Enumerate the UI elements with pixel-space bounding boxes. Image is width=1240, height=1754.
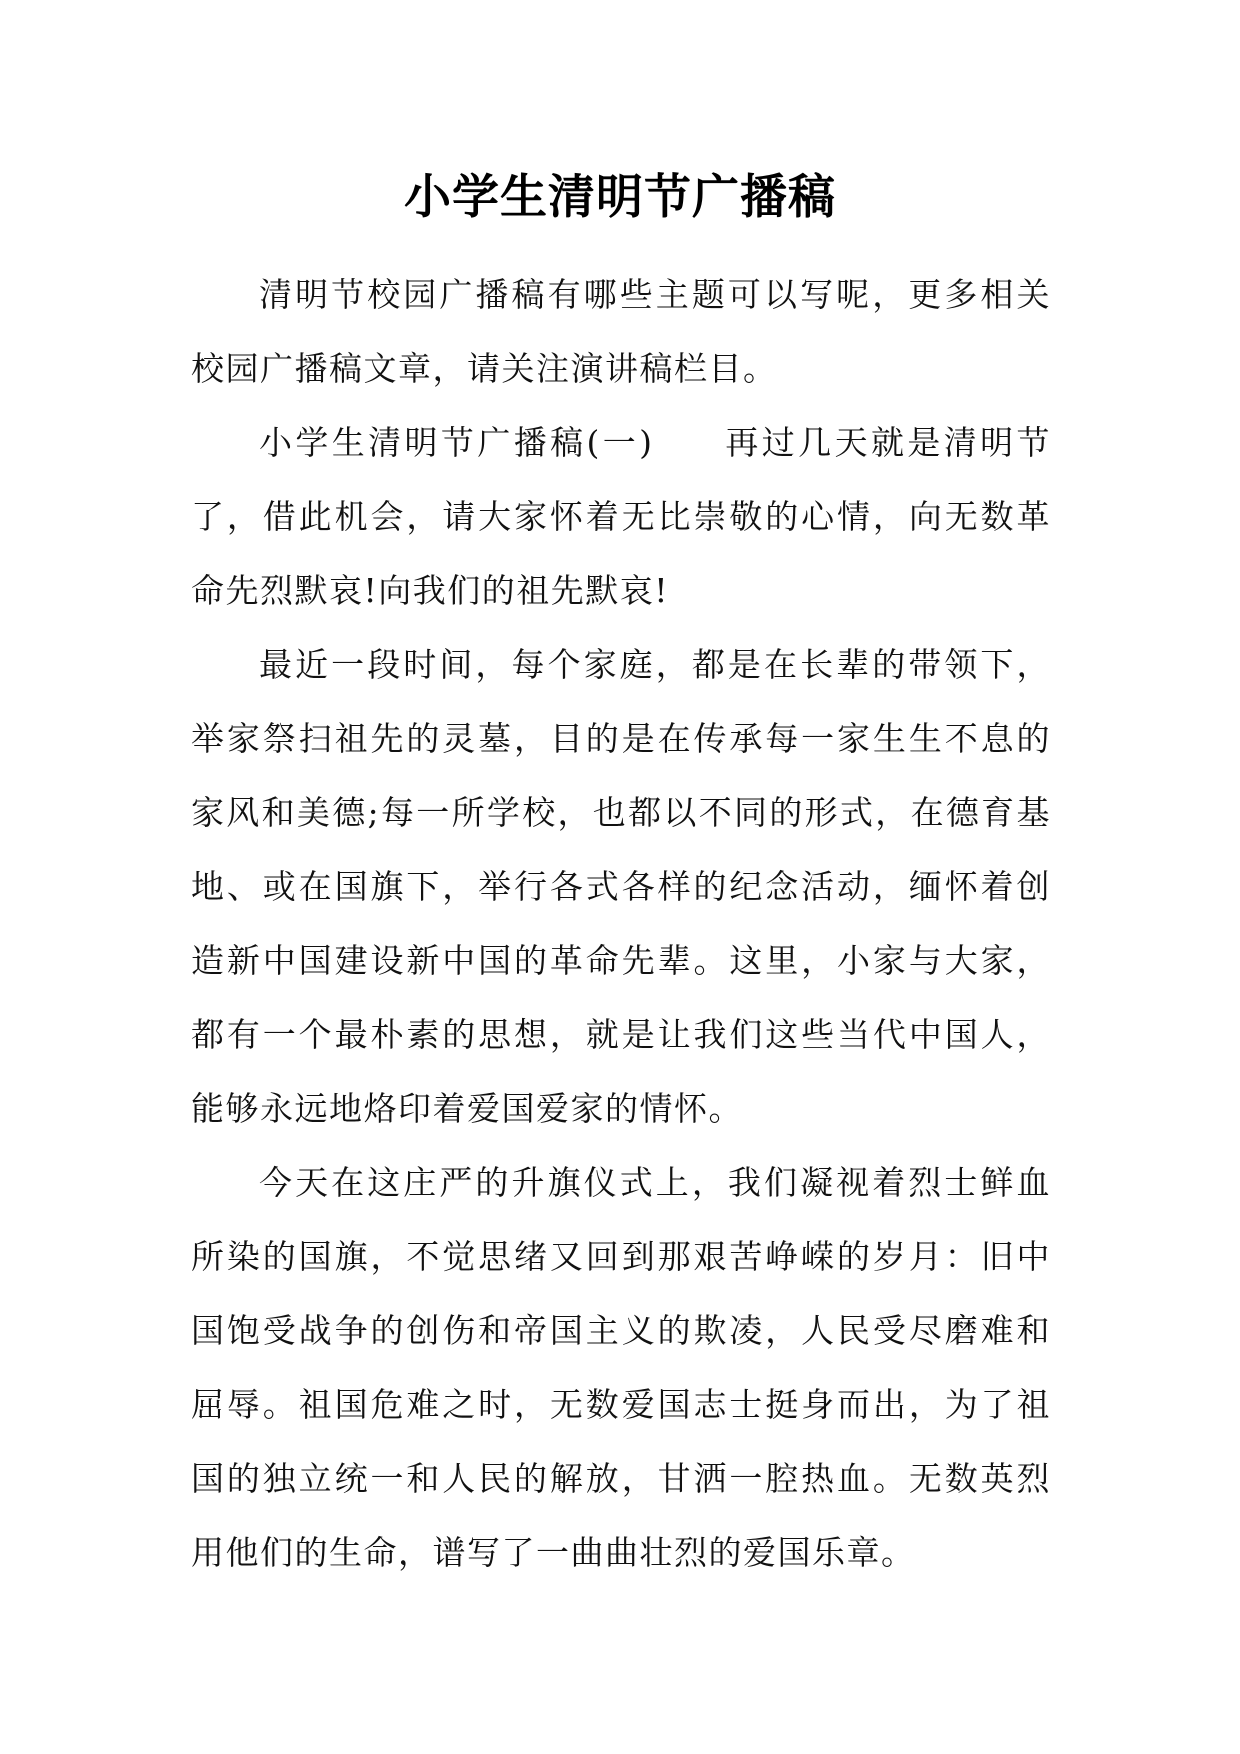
document-title: 小学生清明节广播稿 — [404, 170, 836, 225]
intro-paragraph: 清明节校园广播稿有哪些主题可以写呢，更多相关校园广播稿文章，请关注演讲稿栏目。 — [191, 275, 1051, 388]
first-section-paragraph — [191, 406, 1051, 628]
paragraph-3: 今天在这庄严的升旗仪式上，我们凝视着烈士鲜血所染的国旗，不觉思绪又回到那艰苦峥嵘的岁月：旧中国饱受战争的创伤和帝国主义的欺凌，人民受尽磨难和屈辱。祖国危难之时，无数爱国志士挺身而出，为了祖国的独立统一和人民的解放，甘洒一腔热血。无数英烈用他们的生命，谱写了一曲曲壮烈的爱国乐章。 — [191, 1163, 1051, 1572]
document-body — [191, 258, 1051, 1590]
section-heading: 小学生清明节广播稿(一) — [259, 423, 654, 462]
paragraph-1: 再过几天就是清明节了，借此机会，请大家怀着无比崇敬的心情，向无数革命先烈默哀!向我们的祖先默哀! — [191, 423, 1052, 610]
paragraph-2: 最近一段时间，每个家庭，都是在长辈的带领下，举家祭扫祖先的灵墓，目的是在传承每一家生生不息的家风和美德;每一所学校，也都以不同的形式，在德育基地、或在国旗下，举行各式各样的纪念活动，缅怀着创造新中国建设新中国的革命先辈。这里，小家与大家，都有一个最朴素的思想，就是让我们这些当代中国人，能够永远地烙印着爱国爱家的情怀。 — [191, 645, 1051, 1128]
